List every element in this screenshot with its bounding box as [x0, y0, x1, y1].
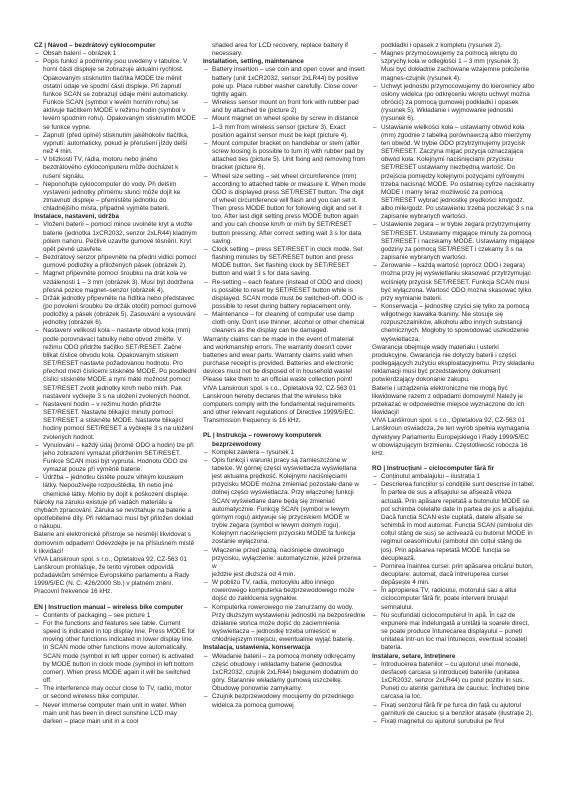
section-block — [203, 432, 366, 709]
list-item: – Contents of packaging – see picture 1 — [34, 612, 197, 620]
list-item: – Clock setting – press SET/RESET in clock mode. Set flashing minutes by SET/RESET button and press MODE button. Set flashing clock by SET/RESET button and wait 3 s for data saving. — [203, 246, 366, 279]
list-item: – Obsah balení – obrázek 1 — [34, 50, 197, 58]
list-item: – Fixați magnetul cu ajutorul șurubului pe firul — [372, 718, 535, 726]
list-item: – Konserwacja – jednostkę czyści się tylko za pomocą wilgotnego kawałka tkaniny. Nie stosuje się rozpuszczalników, alkoholu albo innych substancji chemicznych. Mogłoby to spowodować uszkodzenie wyświetlacza. — [372, 303, 535, 344]
list-item: – Nastavení hodin – v režimu hodin přidržte SET/RESET. Nastavte blikající minuty pomocí SET/RESET a stiskněte MODE. Nastavte blikající hodiny pomocí SET/RESET a vyčkejte 3 s na uložení zvolených hodnot. — [34, 401, 197, 442]
list-item: – Pornirea înaintea cursei: prin apăsarea oricărui buton, decuplare: automat, dacă întreruperea cursei depășește 4 min. — [372, 563, 535, 587]
list-item: – Never immerse computer main unit in water. When main unit has been in direct sunshine LCD may darken – place main unit in a cool — [34, 702, 197, 726]
list-item: – Uchwyt jednostki przymocowujemy do kierownicy albo osłony widelca (po odkręceniu wkrętu uchwyt można obrócić) za pomocą gumowej podkładki i opasek (rysunek 5). Wkładanie i wyjmowanie jednostki (rysunek 6). — [372, 83, 535, 124]
list-item: – Komputerka rowerowego nie zanurzamy do wody. Przy dłuższym wystawieniu jednostki na bezpośrednie działanie słońca może dojść do zaciemnienia wyświetlacza – jednostkę trzeba umieścić w chłodniejszym miejscu, ewentualnie wyjąć baterię. — [203, 604, 366, 645]
list-item: – For the functions and features see table. Current speed is indicated in top display line. Press MODE for moving other functions indicated in lower display line. In SCAN mode other functions move automatically. SCAN mode (symbol in left upper corner) is activated by MODE button in clock mode (symbol in left bottom corner). When press MODE again it will be switched off. — [34, 620, 197, 685]
instruction-list — [203, 449, 366, 710]
list-item: shaded area for LCD recovery, replace battery if necessary. — [212, 42, 348, 58]
paragraph: Gwarancja obejmuje wady materiału i usterki produkcyjne. Gwarancja nie dotyczy baterii i części podlegających zużyciu eksploatacyjnemu. Przy składaniu reklamacji musi być przedstawiony dokument potwierdzający dokonanie zakupu. — [372, 343, 534, 384]
list-item: – V blízkosti TV, rádia, motoru nebo jiného bezdrátového cyklocomputeru může docházet k rušení signálu. — [34, 156, 197, 180]
list-item: – Włączenie przed jazdą: naciśnięcie dowolnego przycisku, wyłączenie: automatycznie, jeżeli przerwa w — [203, 547, 366, 571]
column-3 — [372, 42, 535, 772]
list-item: – Conținutul ambalajului – ilustrația 1 — [372, 473, 535, 481]
subsection-heading: Installation, setting, maintenance — [203, 58, 304, 66]
list-item: – Držák jednotky připevněte na řídítka nebo představec (po povolení šroubku lze držák otočit) pomocí gumové podložky a pásek (obrázek 5). Zasouvání a vysouvání jednotky (obrázek 6). — [34, 295, 197, 328]
subsection-heading: Instalace, nastavení, údržba — [34, 213, 119, 221]
paragraph: Baterie i urządzenia elektroniczne nie mogą być likwidowane razem z odpadami domowymi! Należy je przekazać w odpowiednie miejsce wyznaczone do ich likwidacji! — [372, 384, 525, 417]
instruction-list — [372, 42, 535, 458]
list-item: – Wheel size setting – set wheel circumference (mm) according to attached table or measure it. When mode ODO is displayed press SET/RESET button. The digit of wheel circumference will flash and you can set it. Then press MODE button for following digit and set it too. After last digit setting press MODE button again and you can choose km/h or mi/h by SET/RESET button pressing. After correct setting wait 3 s for data saving. — [203, 173, 366, 246]
instruction-list — [372, 473, 535, 726]
list-item: – Magnet připevněte pomocí šroubku na drát kola ve vzdálenosti 1 – 3 mm (obrázek 3). Musí být dodržena přesná pozice magnet–senzor (obrázek 4). — [34, 270, 197, 294]
list-item: – Zerowanie – każdą wartość (oprócz ODO i zegara) można przy jej wyświetlaniu skasować przytrzymując wciśnięty przycisk SET/RESET. Funkcja SCAN musi być wyłączona. Wartość ODO można skasować tylko przy wymianie baterii. — [372, 262, 535, 303]
list-item: – Zapnutí (před úplné) stisknutím jakéhokoliv tlačítka, vypnutí: automaticky, pokud je přerušení jízdy delší než 4 min. — [34, 132, 197, 156]
list-item: – Introducerea bateriilor – cu ajutorul unei monede, desfaceți carcasa și introduceți bateriile (unitatea 1xCR2032, senzor 2xLR44) cu polul pozitiv în sus. Puneți cu atenție garnitura de cauciuc. Închideți bine carcasa la loc. — [372, 661, 535, 702]
list-item: – Neponořujte cyklocomputer do vody. Při delším vystavení jednotky přímému slunci může dojít ke ztmavnutí displeje – přemístěte jednotku do chladnějšího místa, připadně vyjměte baterii. — [34, 181, 197, 214]
section-block — [34, 42, 197, 597]
section-block — [372, 465, 535, 726]
list-item: – The interference may occur close to TV, radio, motor or second wireless bike computer. — [34, 685, 197, 701]
list-item: – Fixați senzorul fără fir pe furca din față cu ajutorul garniturii de cauciuc și a benzilor atașate (ilustrație 2). — [372, 702, 535, 718]
section-heading: CZ | Návod – bezdrátový cyklocomputer — [34, 42, 156, 49]
list-item: – Nastavení velikosti kola – nastavte obvod kola (mm) podle porovnávací tabulky nebo obvod změřte. V režimu ODO přidržte tlačítko SET/RESET. Začne blikat číslice obvodu kola. Opakovaným stiskem SET/RESET nastavte požadovanou hodnotu. Pro přechod mezi číslicemi stiskněte MODE. Po posdlední číslici stiskněte MODE a nyní máte možnost pomocí SET/RESET zvolit jednotky km/h nebo mil/h. Pak nastavení vyčkejte 3 s na uložení zvolených hodnot. — [34, 327, 197, 400]
list-item: – Mount magnet on wheel spoke by screw in distance 1–3 mm from wireless sensor (picture 3). Exact position against sensor must be kept (picture 4). — [203, 115, 366, 139]
list-item: – Re-setting – each feature (instead of ODO and clock) is possible to reset by SET/RESET button while is displayed. SCAN mode must be switched-off. ODO is possible to reset during battery replacement only. — [203, 279, 366, 312]
instruction-list — [34, 50, 197, 596]
list-item: podkładki i opasek z kompletu (rysunek 2). — [381, 42, 502, 49]
list-item: – W pobliżu TV, radia, motocyklu albo innego rowerowego komputerka bezprzewodowego może dojść do zakłócenia sygnałów. — [203, 579, 366, 603]
list-item: – Opis funkcji i warunki pracy są zamieszczone w tabelce. W górnej części wyświetlacza wyświetlana jest aktualna prędkość. Kolejnymi naciśnięciami przycisku MODE można zmieniać pozostałe dane w dolnej części wyświetlacza. Przy włączonej funkcji SCAN wyświetlane dane będą się zmieniać automatycznie. Funkcję SCAN (symbol w lewym górnym rogu) aktywuje się przyciskiem MODE w trybie zegara (symbol w lewym dolnym rogu). Kolejnym naciśnięciem przycisku MODE ta funkcja zostanie wyłączona. — [203, 457, 366, 547]
list-item: – Bezdrátový senzor připevněte na přední vidlici pomocí gumové podložky a přiložených pásek (obrázek 2). — [34, 254, 197, 270]
list-item: – Ustawienie zegara – w trybie zegara przytrzymujemy SET/RESET. Ustawiamy migające minuty za pomocą SET/RESET i naciskamy MODE. Ustawiamy migające godziny za pomocą SET/RESET i czekamy 3 s na zapisanie wybranych wartości. — [372, 221, 535, 262]
paragraph: Baterie ani elektronické přístroje se nesmějí likvidovat s domovním odpadem! Odevzdejte je na příslušném místě k likvidaci! — [34, 531, 195, 555]
list-item: – Vložení baterií – pomocí mince uvolněte kryt a vložte baterie (jednotka 1xCR2032, senzor 2xLR44) kladným pólem nahoru. Pečlivě uzavřte gumové těsnění. Kryt opět pevně uzavřete. — [34, 221, 197, 254]
section-heading: bezprzewodowy — [212, 440, 262, 448]
subsection-heading: Instalare, setare, întreținere — [372, 652, 456, 660]
list-item: – Battery insertion – use coin and open cover and insert battery (unit 1xCR2032, sensor 2xLR44) by positive pole up. Place rubber washer carefully. Close cover tightly again. — [203, 66, 366, 99]
list-item: – Vynulování – každý údaj (kromě ODO a hodin) lze při jeho zobrazení vymazat přidržením SET/RESET. Funkce SCAN musí být vypnuta. Hodnotu ODO lze vymazat pouze při výměně baterie. — [34, 442, 197, 475]
list-item: – Mount computer bracket on handlebar or stem (after screw loosing is possible to turn it) with rubber pad by attached ties (picture 5). Unit fixing and removing from bracket (picture 6). — [203, 140, 366, 173]
list-item: – Údržba – jednotku čistěte pouze vlhkým kouskem látky. Nepoužívejte rozpouštědla, líh nebo jiné chemické látky. Mohlo by dojít k poškození displeje. — [34, 474, 197, 498]
section-heading: EN | Instruction manual – wireless bike computer — [34, 603, 184, 611]
instruction-list — [203, 42, 366, 425]
section-heading: RO | Instrucțiuni – ciclocomputer fără fir — [372, 464, 495, 472]
list-item: – În apropierea TV, radioului, motorului sau a altui ciclocomputer fără fir, poate interveni bruiajul semnalului. — [372, 587, 535, 611]
list-item: – Ustawianie wielkości koła – ustawiamy obwód koła (mm) zgodnie z tabelką porównawczą albo mierzymy ten obwód. W trybie ODO przytrzymujemy przycisk SET/RESET. Zaczyna migać pozycja oznaczająca obwód koła. Kolejnymi naciśnięciami przycisku SET/RESET ustawiamy niezbędną wartość. Do przejścia pomiędzy kolejnymi pozycjami cyfrowymi trzeba nacisnąć MODE. Po ostatniej cyfrze naciskamy MODE i mamy teraz możliwość za pomocą SET/RESET wybrać jednostkę prędkości km/godz. albo mile/godz. Po ustawieniu trzeba poczekać 3 s na zapisanie wybranych wartości. — [372, 124, 535, 222]
list-item: – Maintenance – for cleaning of computer use damp cloth only. Don't use thinner, alcohol or other chemical cleaners as the display can be damaged. — [203, 311, 366, 335]
paragraph: VIVA Lanškroun spol. s r.o., Opletalova 92, CZ-563 01 Lanškroun oświadcza, że ten wyrób spełnia wymagania dyrektywy Parlamentu Europejskiego i Rady 1999/5/EC w obowiązującym brzmieniu. Częstotliwość robocza 16 kHz. — [372, 417, 530, 457]
column-2 — [203, 42, 366, 772]
section-block — [372, 42, 535, 458]
list-item: – Wireless sensor mount on front fork with rubber pad and by attached tie (picture 2) — [203, 99, 366, 115]
paragraph: Nároky na záruku existuje při vadách materiálu a chybách zpracování. Záruka se nevztahuje na baterie a opotřebitelné díly. Při reklamaci musí být přiložen doklad o nákupu. — [34, 498, 194, 531]
subsection-heading: Instalacja, ustawienia, konserwacja — [203, 644, 311, 652]
list-item: – Descrierea funcțiilor și condițiile sunt descrise în tabel. În partea de sus a afișajului se afișează viteza actuală. Prin apăsare repetată a butonului MODE se pot schimba celelalte date în partea de jos a afișajului. Dacă funcția SCAN este cuplată, datele afișate se schimbă în mod automat. Funcția SCAN (simbolul din colțul stâng de sus) se activează cu butonul MODE în regimul ceasornicului (simbolul din colțul stâng de jos). Prin apăsarea repetată MODE funcția se decuplează. — [372, 481, 535, 563]
list-item: – Popis funkcí a podmínky jsou uvedeny v tabulce. V horní části displeje se zobrazuje aktuální rychlost. Opakovaným stisknutím tlačítka MODE lze měnit ostatní údaje ve spodní části displeje. Při zapnutí funkce SCAN se zobrazují údaje mění automaticky. Funkce SCAN (symbol v levém horním rohu) se aktivuje tlačítkem MODE v režimu hodin (symbol v levém spodním rohu). Opakovaným stisknutím MODE se funkce vypne. — [34, 58, 197, 131]
list-item: – Magnes przymocowujemy za pomocą wkrętu do szprychy koła w odległości 1 – 3 mm (rysunek 3). Musi być dokładnie zachowane wzajemne położenie magnes-czujnik (rysunek 4). — [372, 50, 535, 83]
list-item: – Nu scufundați ciclocomputerul în apă. În caz de expunere mai îndelungată a unității la soarele direct, se poate produce întunecarea displayului – puneți unitatea într-un loc mai întunecos, eventual scoateți bateria. — [372, 612, 535, 653]
column-1 — [34, 42, 197, 772]
list-item: – Wkładanie baterii – za pomocą monety odkręcamy część obudowy i wkładamy baterie (jednostka 1xCR2032, czujnik 2xLR44) biegunem dodatnim do góry. Starannie wkładamy gumową uszczelkę. Obudowę ponownie zamykamy. — [203, 653, 366, 694]
paragraph: VIVA Lanskroun spol. s r.o., Opletalova 92, CZ-563 01 Lanškroun prohlašuje, že tento výrobek odpovídá požadavkům směrnice Evropského parlamentu a Rady 1999/5/EC (N. C. 426/2000 Sb.) v platném znění. Pracovní frekvence 16 kHz. — [34, 555, 190, 596]
paragraph: Warranty claims can be made in the event of material and workmanship errors. The warranty doesn't cover batteries and wear parts. Warranty claims valid when purchase receipt is provided. Batteries and electronic devices must not be disposed of in household waste! Please take them to an official waste collection point! — [203, 335, 354, 384]
list-item: – Komplet zawiera – rysunek 1 — [203, 449, 366, 457]
list-item: jeździe jest dłuższa od 4 min. — [212, 571, 296, 578]
section-heading: PL | Instrukcja – rowerowy komputerek — [203, 432, 322, 440]
list-item: – Czujnik bezprzewodowy mocujemy do przedniego widelca za pomocą gumowej — [203, 693, 366, 709]
instruction-list — [34, 612, 197, 726]
section-block — [34, 604, 197, 726]
section-block — [203, 42, 366, 425]
paragraph: VIVA Lanskroun spol. s r.o., Opletalova 92, CZ-563 01 Lanskroun hereby declares that the wireless bike computers comply with the fundamental requirements and other relevant regulations of Directive 1999/5/EC. Transmission frequency is 16 kHz. — [203, 384, 356, 425]
